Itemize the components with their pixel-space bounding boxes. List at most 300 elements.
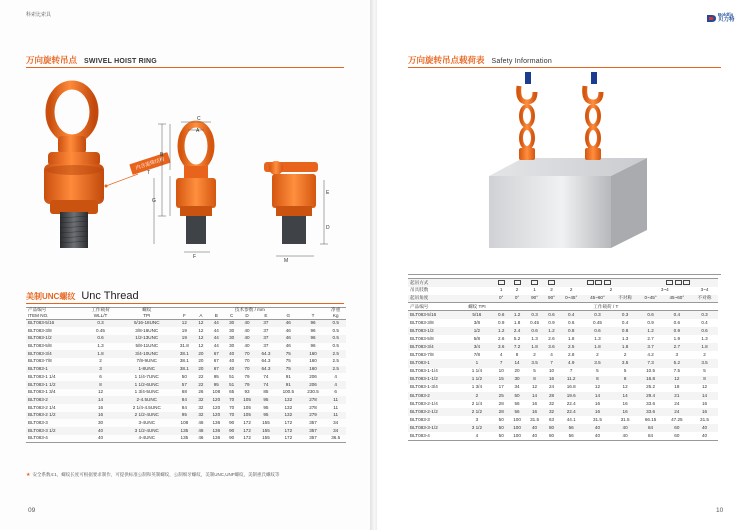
table-cell: 0.4 — [559, 311, 583, 319]
table-cell: 0.6 — [494, 311, 509, 319]
table-cell: 16.8 — [639, 376, 663, 384]
table-cell: 2.4 — [509, 327, 525, 335]
table-cell: 278 — [301, 396, 326, 404]
table-cell: 135 — [174, 427, 194, 435]
table-cell: 84 — [181, 404, 187, 410]
method-icon-2 — [509, 279, 525, 287]
table-cell: 79 — [244, 373, 250, 379]
table-cell: 357 — [309, 419, 317, 425]
table-cell: 1.8 — [691, 343, 718, 351]
table-cell: 206 — [301, 381, 326, 389]
legs-cell: 2 — [515, 287, 519, 293]
table-cell: 50 — [494, 432, 509, 440]
table-header-cell: C — [225, 314, 238, 320]
left-section-title — [26, 54, 157, 66]
table-cell: 1.8 — [583, 343, 611, 351]
unc-spec-table — [26, 307, 346, 443]
table-cell: 2 — [99, 358, 102, 364]
table-cell: BLT083-1-1/4 — [410, 368, 438, 374]
row-label-method: 起吊方式 — [408, 279, 494, 287]
table-cell: BLT083-2 — [408, 392, 460, 400]
table-header-cell: A — [194, 314, 207, 320]
table-cell: 0.6 — [673, 319, 681, 325]
table-cell: 2 — [703, 352, 706, 358]
table-cell: 5/16 — [460, 311, 493, 319]
legs-cell: 3~4 — [700, 287, 709, 293]
table-cell: 44 — [213, 343, 219, 349]
table-cell: 0.5 — [332, 343, 339, 349]
table-cell: 25 — [494, 392, 509, 400]
table-cell: 46 — [194, 435, 207, 443]
table-cell: 120 — [207, 396, 225, 404]
table-cell: 7.3 — [639, 359, 663, 367]
table-cell: 60 — [663, 424, 691, 432]
table-cell: 96 — [301, 335, 326, 343]
table-cell: 1.2 — [494, 327, 509, 335]
unc-heading — [26, 290, 139, 302]
table-cell: 90 — [225, 435, 238, 443]
table-cell: 16 — [701, 400, 708, 406]
table-cell: 0.3 — [691, 311, 718, 319]
method-icon-4 — [544, 279, 559, 287]
table-cell: 95 — [207, 381, 225, 389]
table-cell: 44 — [213, 327, 219, 333]
dim-label-g: G — [152, 198, 156, 204]
table-cell: 1.9 — [673, 335, 681, 341]
table-cell: 46 — [194, 427, 207, 435]
table-row — [408, 359, 718, 367]
unc-rule — [26, 303, 344, 304]
table-cell: 2 — [623, 352, 627, 358]
table-cell: 5 — [533, 368, 536, 374]
table-cell: 96 — [310, 327, 316, 333]
table-cell: 75 — [276, 366, 301, 374]
th-tech-params: 技术参数 / mm — [174, 308, 325, 314]
table-cell: 46 — [285, 327, 291, 333]
unc-heading-en: Unc Thread — [81, 290, 139, 302]
table-cell: 3 — [675, 352, 679, 358]
table-cell: 19 — [174, 335, 194, 343]
load-table-angle-row — [408, 295, 718, 303]
table-cell: 135 — [174, 435, 194, 443]
table-cell: 172 — [276, 427, 301, 435]
table-cell: 34 — [325, 427, 346, 435]
table-cell: 46 — [198, 419, 204, 425]
footnote-text: 安全系数4:1，螺纹长度可根据要求制作，可提供标准公制和英制螺纹，公制细牙螺纹，美制UNC,UNF螺纹，美制惠氏螺纹等 — [32, 472, 280, 477]
row-label-legs: 吊具肢数 — [410, 287, 429, 293]
table-cell: 4-4UNC — [119, 435, 174, 443]
table-cell: 6 — [334, 389, 337, 395]
table-row — [408, 351, 718, 359]
right-title-cn: 万向旋转吊点载荷表 — [408, 55, 485, 65]
logo-cn: 贝力特 — [718, 16, 735, 23]
table-cell: 40 — [225, 350, 238, 358]
table-cell: 14 — [509, 359, 525, 367]
footnote-star: ★ — [26, 472, 31, 478]
table-cell: 132 — [276, 412, 301, 420]
table-header-cell: WLL/T — [82, 314, 119, 320]
table-cell: 44 — [207, 320, 225, 328]
table-cell: 4 — [334, 373, 337, 379]
table-cell: BLT083-1 3/4 — [28, 389, 56, 395]
ball-bearing-callout: 内含滚珠结构 — [129, 152, 170, 175]
table-cell: 108 — [180, 419, 189, 425]
table-cell: 70 — [238, 350, 256, 358]
table-cell: 67 — [207, 350, 225, 358]
table-cell: 120 — [212, 404, 221, 410]
table-cell: 46 — [276, 335, 301, 343]
table-header-cell: TPI — [119, 314, 174, 320]
sling-two-leg-wide-icon — [595, 280, 602, 285]
table-row — [26, 335, 346, 343]
table-cell: 20 — [194, 350, 207, 358]
table-cell: 1.8 — [612, 343, 639, 351]
table-cell: 11.2 — [559, 376, 583, 384]
table-cell: 74 — [256, 381, 276, 389]
table-cell: 37 — [263, 327, 269, 333]
page-number-left: 09 — [28, 507, 36, 514]
table-cell: BLT083-3-1/2 — [408, 424, 460, 432]
dim-label-d: D — [326, 225, 330, 231]
table-cell: 12 — [174, 320, 194, 328]
table-cell: 16 — [532, 400, 538, 406]
angle-cell: 45~60° — [663, 295, 691, 303]
table-cell: 16 — [97, 404, 104, 410]
table-cell: 40 — [691, 432, 718, 440]
table-row — [26, 327, 346, 335]
table-cell: 12 — [701, 384, 708, 390]
table-cell: 85 — [263, 389, 269, 395]
table-cell: 1.3 — [531, 335, 538, 341]
load-table-legs-row — [408, 287, 718, 295]
angle-cell: 45~60° — [583, 295, 611, 303]
th-weight-cn: 净重 — [325, 308, 346, 314]
table-cell: 57 — [174, 381, 194, 389]
angle-cell: 0° — [494, 295, 509, 303]
table-cell: 3/4 — [460, 343, 493, 351]
table-cell: 16 — [622, 400, 628, 406]
table-cell: 19 — [181, 327, 187, 333]
left-hook-chain — [519, 72, 535, 160]
table-cell: 93 — [244, 389, 250, 395]
table-cell: 2-4.5UNC — [119, 396, 174, 404]
table-cell: 357 — [301, 427, 326, 435]
table-cell: 84 — [639, 424, 663, 432]
table-cell: 32 — [194, 396, 207, 404]
dim-label-e: E — [326, 190, 330, 196]
table-cell: 67 — [207, 366, 225, 374]
table-cell: BLT083-1-3/4 — [410, 384, 438, 390]
table-cell: BLT083-5/8 — [28, 343, 52, 349]
sling-side-icon — [531, 280, 538, 285]
sling-vertical-icon — [498, 280, 505, 285]
table-cell: 44 — [207, 335, 225, 343]
table-cell: 22.4 — [559, 408, 583, 416]
page-number-right: 10 — [716, 507, 724, 514]
table-cell: 70 — [225, 412, 238, 420]
table-cell: BLT083-3/8 — [28, 327, 52, 333]
table-cell: 64.3 — [256, 366, 276, 374]
table-cell: 40 — [244, 327, 250, 333]
table-cell: 160 — [301, 350, 326, 358]
table-cell: 90 — [229, 419, 235, 425]
table-cell: 12 — [622, 384, 628, 390]
table-cell: 2.6 — [498, 335, 505, 341]
table-cell: 7.5 — [673, 368, 681, 374]
table-row — [26, 358, 346, 366]
th-wll-cn: 工作载荷 — [82, 308, 119, 314]
table-cell: 40 — [691, 424, 718, 432]
table-cell: 2 — [460, 392, 493, 400]
table-cell: 3/8-16UNC — [135, 327, 159, 333]
table-cell: 22.4 — [566, 400, 576, 406]
sling-two-leg-asym-icon — [604, 280, 611, 285]
table-cell: 22 — [198, 373, 204, 379]
th-item: 产品编号 — [408, 303, 460, 311]
table-cell: 14 — [82, 396, 119, 404]
table-cell: 96 — [310, 343, 316, 349]
table-cell: 65 — [229, 389, 235, 395]
right-hook-chain — [585, 72, 601, 160]
angle-cell: 0~45° — [559, 295, 583, 303]
table-cell: 14 — [691, 392, 718, 400]
table-cell: 1.8 — [513, 319, 521, 325]
brand-logo — [707, 13, 735, 23]
table-cell: 17 — [498, 384, 504, 390]
table-cell: 357 — [301, 435, 326, 443]
table-cell: 21 — [663, 392, 691, 400]
table-cell: 95 — [263, 404, 269, 410]
table-row — [408, 327, 718, 335]
table-cell: 105 — [243, 404, 251, 410]
table-cell: 172 — [243, 419, 251, 425]
row-label-angle: 起吊角度 — [408, 295, 494, 303]
table-cell: 11 — [325, 396, 346, 404]
table-header-cell: B — [207, 314, 225, 320]
table-cell: 36.5 — [325, 435, 346, 443]
table-cell: 2.7 — [647, 335, 654, 341]
table-cell: 40 — [238, 320, 256, 328]
table-cell: 100 — [513, 416, 521, 422]
table-header-cell: T — [301, 314, 326, 320]
top-label: 科索比索具 — [26, 12, 52, 18]
table-cell: 30 — [229, 327, 235, 333]
method-icon-6 — [639, 279, 718, 287]
table-cell: 90 — [225, 427, 238, 435]
logo-en: Boldfix — [718, 12, 734, 17]
table-cell: 12 — [594, 384, 601, 390]
legs-cell: 2 — [609, 287, 613, 293]
table-row — [26, 412, 346, 420]
table-row — [408, 408, 718, 416]
table-cell: 5 — [623, 368, 627, 374]
table-cell: 26 — [198, 389, 204, 395]
table-cell: 100 — [509, 432, 525, 440]
table-cell: 28 — [544, 392, 559, 400]
table-cell: 3.5 — [525, 359, 544, 367]
table-cell: 132 — [284, 404, 293, 410]
sling-two-leg-icon — [587, 280, 594, 285]
angle-cell: 0~45° — [639, 295, 663, 303]
table-cell: 1 1/4-7UNC — [134, 373, 159, 379]
title-rule — [26, 67, 344, 68]
table-row — [408, 424, 718, 432]
table-cell: 40 — [238, 335, 256, 343]
table-cell: 37 — [256, 335, 276, 343]
table-cell: 278 — [309, 404, 317, 410]
table-cell: 46 — [285, 343, 291, 349]
table-cell: 37 — [256, 320, 276, 328]
table-cell: 16 — [82, 412, 119, 420]
table-cell: BLT083-3/8 — [410, 319, 434, 325]
table-row — [408, 392, 718, 400]
table-cell: 155 — [256, 435, 276, 443]
right-title-en: Safety Information — [491, 58, 552, 65]
table-cell: 0.4 — [663, 311, 691, 319]
table-cell: 20 — [514, 368, 520, 374]
table-cell: BLT083-3/4 — [26, 350, 82, 358]
right-page — [377, 0, 749, 530]
table-cell: 84 — [174, 396, 194, 404]
table-header-cell: E — [256, 314, 276, 320]
table-cell: 95 — [256, 396, 276, 404]
table-cell: 0.5 — [325, 335, 346, 343]
table-cell: 2.5 — [332, 358, 339, 364]
table-cell: BLT083-1/2 — [26, 335, 82, 343]
table-cell: BLT083-7/8 — [410, 352, 434, 358]
table-cell: 64.3 — [261, 358, 271, 364]
table-cell: 3.6 — [544, 343, 559, 351]
table-cell: 95 — [256, 412, 276, 420]
table-row — [408, 384, 718, 392]
table-cell: 1 3/4 — [471, 384, 482, 390]
table-cell: 80 — [544, 432, 559, 440]
table-row — [26, 435, 346, 443]
table-cell: 16.8 — [566, 384, 576, 390]
lifting-block-image — [507, 72, 637, 262]
table-row — [26, 404, 346, 412]
table-cell: 206 — [309, 373, 317, 379]
table-cell: 47.25 — [671, 416, 683, 422]
table-cell: 32 — [544, 408, 559, 416]
table-cell: 1.8 — [525, 343, 544, 351]
table-cell: 1 1/4 — [471, 368, 482, 374]
table-cell: 12 — [663, 376, 691, 384]
unc-heading-cn: 美制UNC螺纹 — [26, 292, 76, 301]
table-cell: 172 — [284, 419, 293, 425]
table-cell: 75 — [276, 350, 301, 358]
table-cell: 50 — [181, 373, 187, 379]
table-cell: 40 — [612, 424, 639, 432]
table-cell: 40 — [82, 435, 119, 443]
right-section-title — [408, 54, 552, 66]
table-cell: 7.2 — [509, 343, 525, 351]
table-row — [26, 320, 346, 328]
table-cell: BLT083-2-1/2 — [408, 408, 460, 416]
table-cell: 0.6 — [567, 319, 575, 325]
table-cell: 28 — [494, 408, 509, 416]
table-cell: 0.9 — [663, 327, 691, 335]
legs-cell: 2 — [569, 287, 573, 293]
table-cell: 60 — [663, 432, 691, 440]
table-cell: 4 — [460, 432, 493, 440]
table-cell: 5/8 — [473, 335, 481, 341]
table-row — [26, 419, 346, 427]
table-cell: 0.3 — [612, 311, 639, 319]
table-cell: 28 — [498, 400, 504, 406]
table-cell: 0.6 — [525, 327, 544, 335]
table-cell: 5.2 — [663, 359, 691, 367]
table-cell: BLT083-5/16 — [26, 320, 82, 328]
table-cell: 16 — [525, 408, 544, 416]
table-cell: BLT083-3 — [28, 419, 48, 425]
table-cell: 172 — [238, 435, 256, 443]
dim-label-m: M — [284, 258, 289, 264]
angle-cell: 0° — [509, 295, 525, 303]
table-cell: 0.6 — [82, 335, 119, 343]
table-row — [26, 373, 346, 381]
table-cell: 132 — [276, 396, 301, 404]
table-cell: 160 — [301, 366, 326, 374]
table-cell: 32 — [548, 400, 555, 406]
title-cn: 万向旋转吊点 — [26, 55, 78, 65]
table-cell: 34 — [514, 384, 520, 390]
brand-mark-icon — [707, 14, 716, 23]
table-cell: 0.8 — [612, 327, 639, 335]
table-header-cell: F — [174, 314, 194, 320]
table-cell: 279 — [301, 412, 326, 420]
load-table-header-row — [408, 303, 718, 311]
table-cell: BLT083-1 — [26, 366, 82, 374]
angle-cell: 不对称 — [612, 295, 639, 303]
table-cell: 3.5 — [583, 359, 611, 367]
table-cell: 1 3/4-5UNC — [134, 389, 159, 395]
table-cell: 24 — [548, 384, 555, 390]
table-cell: 15 — [494, 376, 509, 384]
table-row — [408, 335, 718, 343]
table-cell: 51 — [225, 381, 238, 389]
table-row — [408, 400, 718, 408]
table-cell: 33.6 — [639, 408, 663, 416]
angle-cell: 90° — [544, 295, 559, 303]
table-cell: 1 — [460, 359, 493, 367]
table-cell: 8 — [612, 376, 639, 384]
table-cell: 2 1/4-4.5UNC — [132, 404, 161, 410]
table-cell: 32 — [194, 412, 207, 420]
table-cell: BLT083-1 1/2 — [26, 381, 82, 389]
table-row — [26, 381, 346, 389]
table-cell: 10 — [548, 368, 555, 374]
dim-label-f: F — [193, 254, 197, 260]
table-cell: 0.45 — [530, 319, 540, 325]
sling-four-leg-wide-icon — [675, 280, 682, 285]
th-wll: 工作载荷 / T — [494, 303, 718, 311]
table-cell: 3.5 — [691, 359, 718, 367]
table-cell: 91 — [285, 373, 291, 379]
table-cell: 40 — [525, 432, 544, 440]
table-cell: 0.4 — [701, 319, 708, 325]
table-row — [26, 427, 346, 435]
table-cell: 66.15 — [644, 416, 657, 422]
title-en: SWIVEL HOIST RING — [84, 58, 157, 65]
table-cell: 2.5 — [325, 366, 346, 374]
table-cell: 63 — [548, 416, 555, 422]
table-cell: 38.1 — [174, 350, 194, 358]
table-cell: BLT083-7/8 — [28, 358, 52, 364]
table-cell: 32 — [198, 404, 204, 410]
table-cell: 24 — [674, 400, 680, 406]
table-cell: 3/8 — [473, 319, 481, 325]
